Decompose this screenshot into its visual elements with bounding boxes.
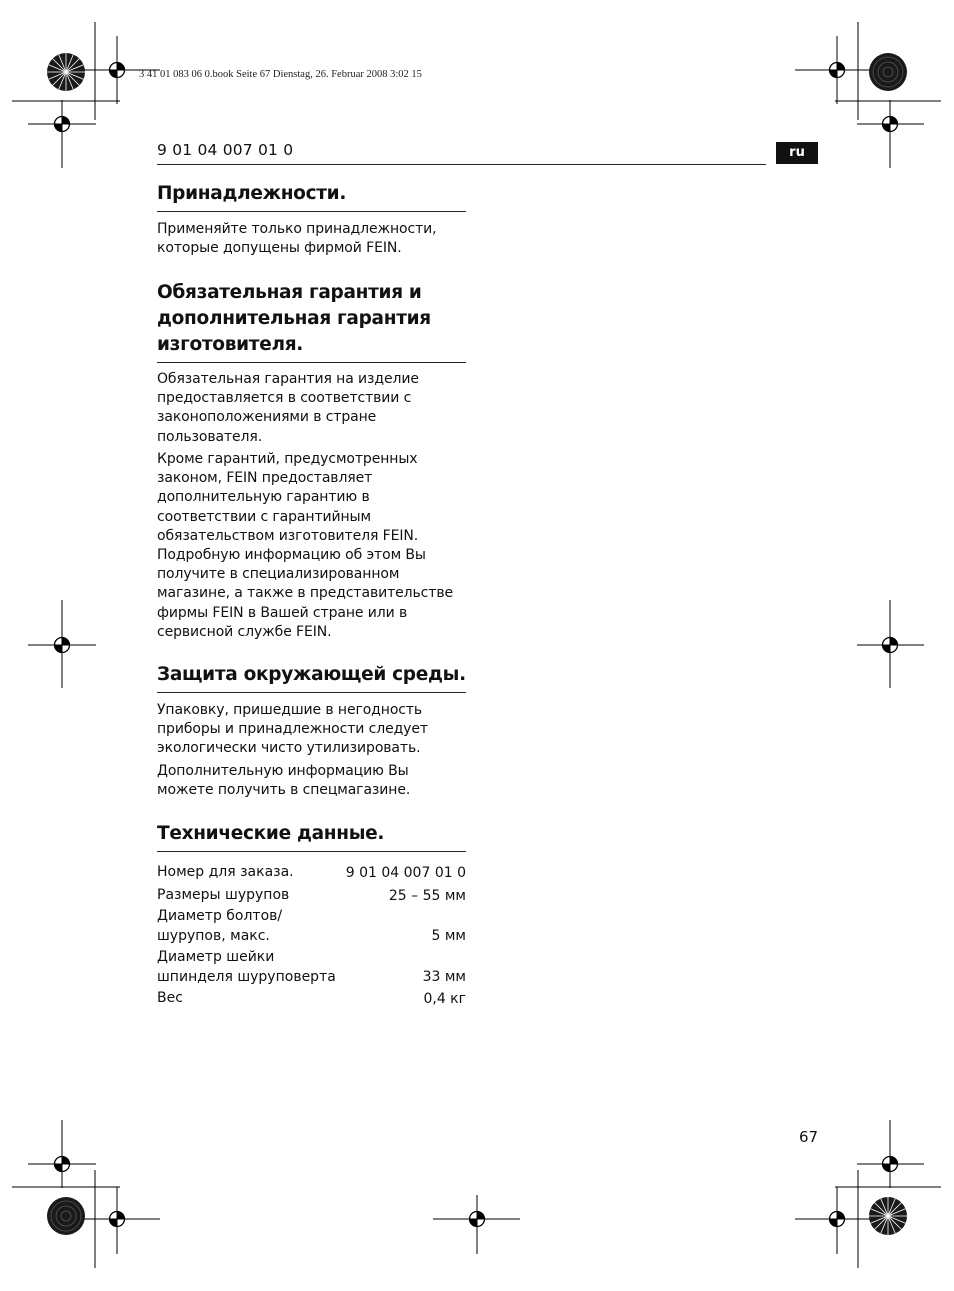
environment-text-2: Дополнительную информацию Вы можете получить в спецмагазине. xyxy=(157,763,411,799)
spec-label: Диаметр шейки шпинделя шуруповерта xyxy=(157,949,336,985)
spec-row xyxy=(157,863,466,883)
language-badge: ru xyxy=(776,142,818,164)
spec-label: Номер для заказа. xyxy=(157,864,294,880)
warranty-text-2: Кроме гарантий, предусмотренных законом, FEIN предоставляет дополнительную гарантию в соответствии с гарантийным обязательством изготовителя FEIN. Подробную информацию об этом Вы получите в специализированном магазине, а также в представительстве фирмы FEIN в Вашей стране или в сервисной службе FEIN. xyxy=(157,451,453,640)
print-info: 3 41 01 083 06 0.book Seite 67 Dienstag, 26. Februar 2008 3:02 15 xyxy=(139,69,422,80)
spec-row xyxy=(157,907,466,946)
specs-heading: Технические данные. xyxy=(157,823,385,844)
specs-divider xyxy=(157,851,466,852)
page-number: 67 xyxy=(799,1128,819,1146)
spec-label: Диаметр болтов/ шурупов, макс. xyxy=(157,908,283,944)
warranty-divider xyxy=(157,362,466,363)
document-number: 9 01 04 007 01 0 xyxy=(157,141,294,159)
spec-row xyxy=(157,948,466,987)
spec-value: 5 мм xyxy=(431,927,466,944)
header-divider xyxy=(157,164,766,165)
spec-label: Размеры шурупов xyxy=(157,887,290,903)
accessories-heading: Принадлежности. xyxy=(157,183,347,204)
spec-value: 0,4 кг xyxy=(423,990,466,1007)
accessories-divider xyxy=(157,211,466,212)
spec-row xyxy=(157,989,466,1009)
environment-divider xyxy=(157,692,466,693)
spec-value: 9 01 04 007 01 0 xyxy=(345,864,466,881)
spec-value: 25 – 55 мм xyxy=(388,887,466,904)
warranty-text-1: Обязательная гарантия на изделие предоставляется в соответствии с законоположениями в стране пользователя. xyxy=(157,371,419,445)
spec-label: Вес xyxy=(157,990,183,1006)
warranty-heading: Обязательная гарантия и дополнительная гарантия изготовителя. xyxy=(157,282,431,355)
environment-heading: Защита окружающей среды. xyxy=(157,664,466,685)
environment-text-1: Упаковку, пришедшие в негодность приборы и принадлежности следует экологически чисто утилизировать. xyxy=(157,702,428,757)
accessories-text: Применяйте только принадлежности, которые допущены фирмой FEIN. xyxy=(157,221,437,257)
spec-value: 33 мм xyxy=(422,968,466,985)
spec-row xyxy=(157,886,466,906)
